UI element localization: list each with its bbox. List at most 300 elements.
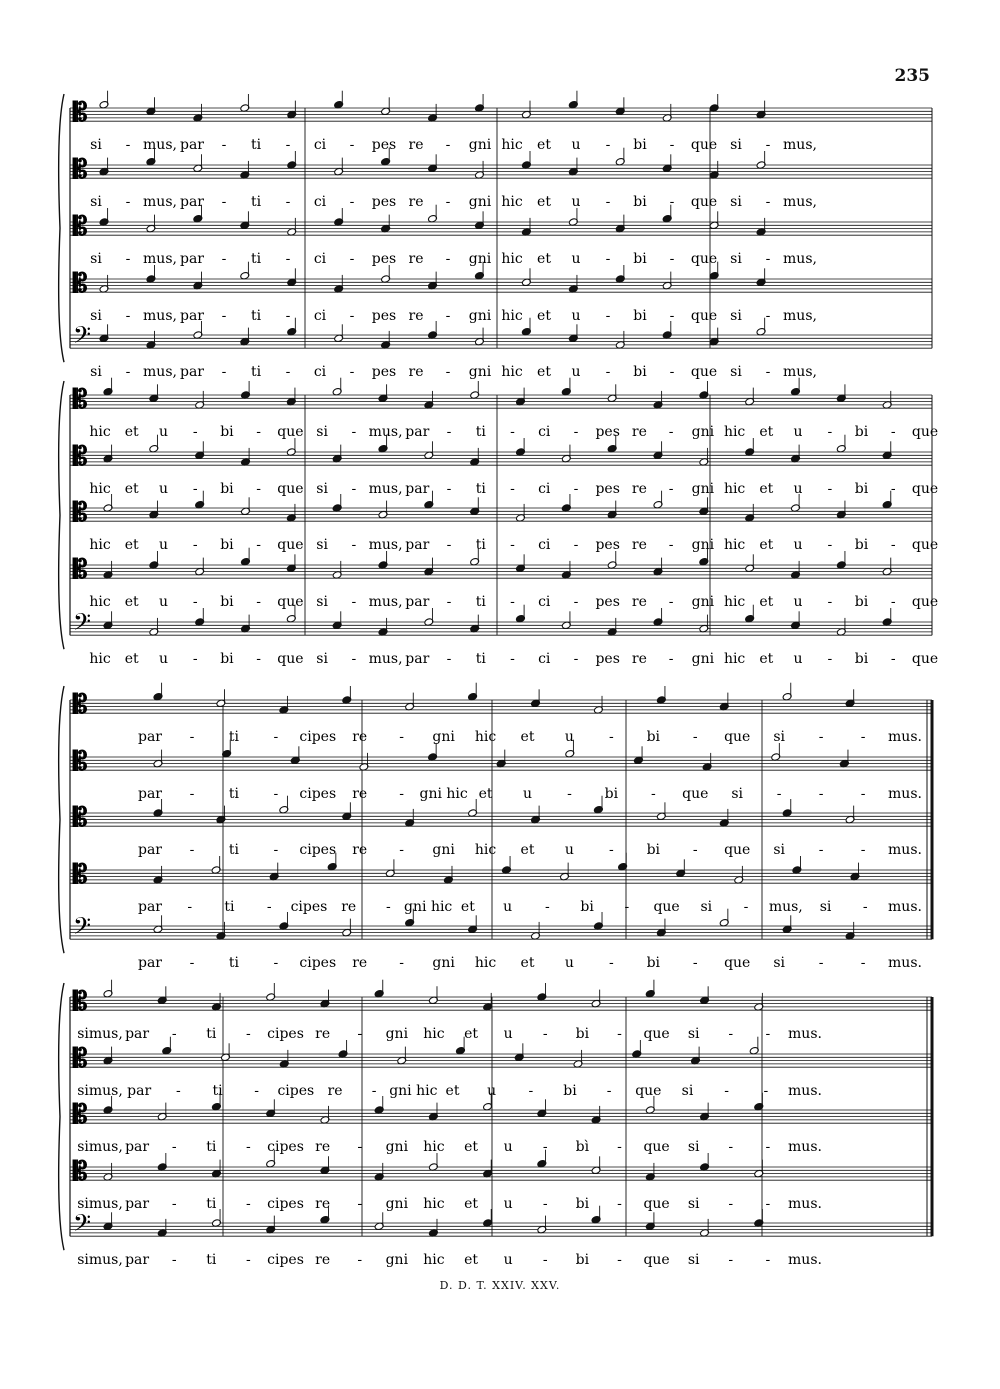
lyric-hyphen: - (617, 1139, 622, 1156)
lyric-syllable: hic (89, 424, 111, 441)
lyric-syllable: bi (854, 651, 869, 668)
lyric-syllable: si (773, 955, 786, 972)
lyric-syllable: mus, (368, 537, 403, 554)
lyric-hyphen: - (399, 955, 405, 972)
lyric-hyphen: - (189, 955, 195, 972)
lyric-syllable: que (724, 842, 751, 859)
lyric-syllable: si (687, 1026, 700, 1043)
lyric-syllable: ci (313, 137, 327, 154)
bass-clef-icon: 𝄢 (73, 1209, 92, 1242)
lyric-syllable: u (503, 899, 513, 916)
lyric-hyphen: - (609, 842, 614, 859)
lyric-syllable: cipes (299, 842, 337, 859)
lyric-hyphen: - (285, 194, 291, 211)
lyric-syllable: ci (313, 251, 327, 268)
lyric-hyphen: - (692, 729, 698, 746)
lyric-hyphen: - (765, 364, 771, 381)
lyric-syllable: si (687, 1139, 700, 1156)
lyric-syllable: si (730, 137, 742, 154)
lyric-syllable: hic (474, 842, 497, 859)
lyric-hyphen: - (573, 537, 579, 554)
lyric-syllable: par (405, 424, 430, 441)
lyric-hyphen: - (357, 1026, 363, 1043)
c-clef-icon: 𝄡 (73, 747, 88, 777)
lyric-syllable: hic (89, 481, 111, 498)
lyric-syllable: gni (385, 1196, 409, 1213)
lyric-syllable: que (653, 899, 680, 916)
lyric-syllable: pes (371, 308, 397, 325)
lyric-hyphen: - (266, 899, 272, 916)
lyric-syllable: bi (854, 537, 869, 554)
lyric-hyphen: - (246, 1252, 251, 1269)
lyric-syllable: et (537, 364, 551, 381)
lyric-syllable: ti (250, 308, 262, 325)
lyric-hyphen: - (399, 729, 405, 746)
lyric-hyphen: - (446, 594, 452, 611)
lyric-syllable: cipes (299, 729, 337, 746)
lyric-syllable: hic (423, 1252, 445, 1269)
lyric-hyphen: - (445, 137, 451, 154)
lyric-hyphen: - (860, 786, 866, 803)
lyric-syllable: si (90, 137, 102, 154)
lyric-syllable: re (315, 1139, 331, 1156)
lyric-hyphen: - (246, 1026, 251, 1043)
lyric-syllable: que (277, 594, 304, 611)
lyric-hyphen: - (445, 194, 451, 211)
lyric-syllable: ti (228, 842, 239, 859)
lyric-syllable: bi (633, 194, 647, 211)
lyric-syllable: mus, (783, 364, 817, 381)
lyric-hyphen: - (256, 481, 262, 498)
lyric-syllable: u (487, 1083, 497, 1100)
lyric-hyphen: - (510, 537, 515, 554)
lyric-syllable: re (631, 594, 647, 611)
lyric-syllable: pes (371, 251, 397, 268)
c-clef-icon: 𝄡 (73, 1100, 88, 1130)
lyric-syllable: si (700, 899, 713, 916)
lyric-syllable: u (793, 424, 803, 441)
system-3 (59, 683, 932, 972)
lyric-hyphen: - (125, 251, 131, 268)
lyric-syllable: hic (423, 1026, 445, 1043)
lyric-syllable: pes (595, 481, 620, 498)
lyric-syllable: re (315, 1026, 331, 1043)
lyric-syllable: gni (385, 1139, 409, 1156)
lyric-syllable: mus. (788, 1083, 822, 1100)
lyric-syllable: simus, (77, 1252, 123, 1269)
lyric-syllable: que (690, 251, 718, 268)
lyric-syllable: hic (723, 537, 746, 554)
lyric-hyphen: - (617, 1026, 622, 1043)
lyric-syllable: ti (212, 1083, 223, 1100)
lyric-syllable: bi (646, 842, 661, 859)
lyric-hyphen: - (349, 137, 355, 154)
lyric-hyphen: - (246, 1139, 251, 1156)
lyric-syllable: que (911, 424, 939, 441)
lyric-syllable: u (793, 651, 803, 668)
lyric-syllable: si (730, 364, 742, 381)
lyric-hyphen: - (765, 308, 771, 325)
staff-5 (70, 605, 938, 668)
lyric-syllable: et (464, 1196, 479, 1213)
lyric-hyphen: - (125, 194, 131, 211)
lyric-syllable: pes (371, 194, 397, 211)
lyric-syllable: et (520, 955, 535, 972)
lyric-hyphen: - (890, 481, 896, 498)
lyric-syllable: hic (474, 955, 497, 972)
lyric-hyphen: - (605, 364, 611, 381)
lyric-hyphen: - (171, 1196, 177, 1213)
lyric-syllable: u (158, 651, 168, 668)
lyric-syllable: re (315, 1252, 331, 1269)
lyric-hyphen: - (285, 137, 291, 154)
system-bracket (59, 94, 64, 362)
lyric-hyphen: - (573, 594, 579, 611)
lyric-syllable: ti (228, 786, 239, 803)
system-2 (59, 378, 938, 668)
lyric-syllable: que (635, 1083, 662, 1100)
lyric-hyphen: - (351, 651, 357, 668)
lyric-syllable: bi (575, 1196, 590, 1213)
lyric-hyphen: - (668, 424, 674, 441)
c-clef-icon: 𝄡 (73, 212, 88, 242)
lyric-syllable: u (793, 594, 803, 611)
lyric-syllable: re (408, 308, 424, 325)
lyric-syllable: mus. (788, 1139, 822, 1156)
lyric-syllable: par (125, 1196, 150, 1213)
lyric-syllable: ci (313, 364, 327, 381)
lyric-hyphen: - (776, 786, 782, 803)
lyric-hyphen: - (728, 1252, 734, 1269)
lyric-syllable: hic (723, 651, 746, 668)
lyric-syllable: et (759, 594, 774, 611)
lyric-syllable: mus. (888, 786, 922, 803)
lyric-syllable: si (316, 481, 328, 498)
lyric-syllable: par (127, 1083, 152, 1100)
lyric-hyphen: - (827, 424, 833, 441)
lyric-syllable: et (759, 481, 774, 498)
lyric-hyphen: - (765, 1252, 771, 1269)
staff-2 (70, 435, 938, 508)
lyric-syllable: ti (250, 364, 262, 381)
lyric-syllable: re (315, 1196, 331, 1213)
lyric-hyphen: - (765, 1139, 771, 1156)
lyric-hyphen: - (827, 481, 833, 498)
lyric-hyphen: - (860, 842, 866, 859)
lyric-syllable: hic (474, 729, 497, 746)
system-1 (59, 91, 932, 381)
lyric-syllable: ti (475, 651, 486, 668)
lyric-syllable: si (90, 194, 102, 211)
staff-1 (70, 683, 932, 757)
lyric-hyphen: - (542, 1196, 548, 1213)
lyric-syllable: pes (371, 137, 397, 154)
lyric-syllable: gni hic (389, 1083, 438, 1100)
staff-4 (70, 548, 938, 622)
lyric-hyphen: - (175, 1083, 181, 1100)
lyric-syllable: bi (220, 537, 234, 554)
lyric-syllable: bi (220, 481, 234, 498)
lyric-hyphen: - (446, 651, 452, 668)
lyric-syllable: simus, (77, 1139, 123, 1156)
staff-1 (70, 980, 932, 1054)
lyric-hyphen: - (668, 594, 674, 611)
lyric-hyphen: - (542, 1139, 548, 1156)
staff-4 (70, 262, 932, 335)
lyric-hyphen: - (189, 842, 195, 859)
lyric-syllable: si (90, 364, 102, 381)
lyric-syllable: pes (595, 651, 620, 668)
lyric-syllable: mus, (783, 251, 817, 268)
lyric-syllable: gni (468, 194, 492, 211)
lyric-syllable: gni (385, 1026, 409, 1043)
lyric-syllable: mus. (888, 899, 922, 916)
lyric-hyphen: - (692, 955, 698, 972)
lyric-syllable: et (759, 537, 774, 554)
lyric-syllable: pes (595, 594, 620, 611)
lyric-syllable: ti (250, 137, 262, 154)
lyric-hyphen: - (125, 137, 131, 154)
lyric-syllable: mus, (768, 899, 803, 916)
lyric-hyphen: - (669, 137, 675, 154)
lyric-syllable: u (793, 481, 803, 498)
lyric-hyphen: - (510, 651, 515, 668)
lyric-hyphen: - (125, 308, 131, 325)
lyric-syllable: bi (580, 899, 594, 916)
lyric-hyphen: - (669, 194, 675, 211)
lyric-syllable: et (445, 1083, 460, 1100)
lyric-hyphen: - (609, 729, 614, 746)
lyric-syllable: u (158, 481, 168, 498)
lyric-syllable: bi (220, 424, 234, 441)
lyric-hyphen: - (624, 899, 630, 916)
lyric-syllable: par (137, 729, 163, 746)
lyric-hyphen: - (728, 1139, 734, 1156)
c-clef-icon: 𝄡 (73, 1044, 88, 1074)
lyric-hyphen: - (573, 651, 579, 668)
lyric-hyphen: - (371, 1083, 377, 1100)
lyric-syllable: re (408, 194, 424, 211)
lyric-hyphen: - (668, 537, 674, 554)
lyric-syllable: et (478, 786, 493, 803)
lyric-hyphen: - (357, 1252, 363, 1269)
lyric-syllable: ti (228, 955, 239, 972)
lyric-hyphen: - (192, 537, 198, 554)
lyric-hyphen: - (728, 1026, 734, 1043)
lyric-syllable: par (179, 194, 205, 211)
lyric-syllable: et (537, 251, 551, 268)
lyric-syllable: hic (423, 1139, 445, 1156)
footer-reference: D. D. T. XXIV. XXV. (439, 1279, 561, 1292)
lyric-syllable: que (724, 955, 751, 972)
lyric-syllable: par (137, 899, 163, 916)
system-4 (59, 980, 932, 1268)
lyric-syllable: ci (538, 481, 551, 498)
lyric-hyphen: - (285, 308, 291, 325)
lyric-syllable: bi (633, 364, 647, 381)
lyric-syllable: u (503, 1196, 513, 1213)
lyric-syllable: par (125, 1252, 150, 1269)
lyric-syllable: simus, (77, 1083, 123, 1100)
lyric-syllable: si (730, 251, 742, 268)
lyric-syllable: ti (206, 1252, 217, 1269)
lyric-syllable: et (460, 899, 475, 916)
c-clef-icon: 𝄡 (73, 442, 88, 472)
system-bracket (59, 983, 64, 1250)
lyric-hyphen: - (273, 955, 279, 972)
lyric-hyphen: - (256, 651, 262, 668)
lyric-syllable: re (341, 899, 357, 916)
lyric-hyphen: - (351, 537, 357, 554)
lyric-syllable: par (137, 955, 163, 972)
c-clef-icon: 𝄡 (73, 555, 88, 585)
lyric-syllable: gni hic (404, 899, 453, 916)
lyric-syllable: et (124, 594, 139, 611)
lyric-hyphen: - (171, 1026, 177, 1043)
lyric-hyphen: - (668, 651, 674, 668)
staff-4 (70, 853, 932, 926)
lyric-hyphen: - (818, 729, 824, 746)
lyric-syllable: bi (220, 651, 234, 668)
lyric-hyphen: - (187, 899, 193, 916)
lyric-syllable: bi (633, 137, 647, 154)
lyric-syllable: si (316, 537, 328, 554)
lyric-hyphen: - (818, 842, 824, 859)
lyric-hyphen: - (510, 594, 515, 611)
lyric-syllable: par (137, 842, 163, 859)
lyric-hyphen: - (765, 137, 771, 154)
lyric-syllable: ci (313, 194, 327, 211)
lyric-syllable: gni (691, 424, 715, 441)
lyric-syllable: bi (575, 1252, 590, 1269)
lyric-syllable: bi (854, 594, 869, 611)
lyric-hyphen: - (192, 424, 198, 441)
lyric-syllable: ti (475, 537, 486, 554)
c-clef-icon: 𝄡 (73, 498, 88, 528)
lyric-hyphen: - (528, 1083, 534, 1100)
lyric-syllable: hic (501, 251, 523, 268)
lyric-syllable: si (819, 899, 832, 916)
lyric-syllable: ti (250, 194, 262, 211)
lyric-syllable: par (179, 364, 205, 381)
lyric-syllable: si (687, 1196, 700, 1213)
lyric-syllable: ti (206, 1196, 217, 1213)
lyric-syllable: si (316, 424, 328, 441)
lyric-hyphen: - (605, 137, 611, 154)
lyric-hyphen: - (818, 955, 824, 972)
lyric-syllable: u (503, 1139, 513, 1156)
lyric-syllable: et (759, 651, 774, 668)
lyric-syllable: que (690, 364, 718, 381)
lyric-syllable: par (125, 1026, 150, 1043)
lyric-hyphen: - (890, 537, 896, 554)
lyric-syllable: u (564, 729, 574, 746)
lyric-hyphen: - (192, 594, 198, 611)
lyric-syllable: que (277, 481, 304, 498)
lyric-syllable: que (643, 1139, 670, 1156)
lyric-syllable: u (564, 842, 574, 859)
lyric-syllable: si (773, 729, 786, 746)
lyric-hyphen: - (573, 481, 579, 498)
lyric-hyphen: - (399, 842, 405, 859)
lyric-syllable: pes (595, 424, 620, 441)
bass-clef-icon: 𝄢 (73, 321, 92, 354)
lyric-hyphen: - (765, 1196, 771, 1213)
lyric-syllable: simus, (77, 1196, 123, 1213)
lyric-hyphen: - (510, 424, 515, 441)
staff-2 (70, 740, 932, 813)
lyric-syllable: par (179, 137, 205, 154)
system-bracket (59, 381, 64, 649)
lyric-syllable: et (759, 424, 774, 441)
lyric-syllable: u (571, 194, 581, 211)
lyric-syllable: gni (468, 137, 492, 154)
lyric-syllable: ci (538, 537, 551, 554)
staff-5 (70, 1206, 932, 1269)
lyric-syllable: que (277, 537, 304, 554)
lyric-syllable: re (408, 364, 424, 381)
lyric-syllable: hic (501, 137, 523, 154)
lyric-syllable: u (522, 786, 533, 803)
lyric-syllable: hic (501, 364, 523, 381)
lyric-hyphen: - (351, 481, 357, 498)
lyric-syllable: mus, (783, 137, 817, 154)
lyric-syllable: ci (538, 651, 551, 668)
lyric-syllable: mus. (788, 1252, 822, 1269)
lyric-syllable: hic (423, 1196, 445, 1213)
lyric-syllable: que (724, 729, 751, 746)
lyric-syllable: pes (595, 537, 620, 554)
page-number: 235 (894, 66, 930, 86)
lyric-hyphen: - (605, 251, 611, 268)
c-clef-icon: 𝄡 (73, 1157, 88, 1187)
lyric-hyphen: - (669, 308, 675, 325)
lyric-syllable: hic (723, 424, 746, 441)
lyric-syllable: gni hic (419, 786, 468, 803)
lyric-syllable: que (911, 651, 939, 668)
lyric-syllable: cipes (277, 1083, 315, 1100)
lyric-syllable: et (124, 481, 139, 498)
lyric-syllable: bi (646, 955, 661, 972)
staff-3 (70, 796, 932, 870)
lyric-syllable: par (405, 537, 430, 554)
lyric-syllable: que (690, 308, 718, 325)
lyric-syllable: mus, (143, 251, 177, 268)
lyric-hyphen: - (743, 899, 749, 916)
bass-clef-icon: 𝄢 (73, 912, 92, 945)
lyric-hyphen: - (692, 842, 698, 859)
lyric-syllable: si (90, 251, 102, 268)
lyric-syllable: par (137, 786, 163, 803)
lyric-syllable: gni (691, 481, 715, 498)
lyric-syllable: bi (220, 594, 234, 611)
lyric-syllable: u (158, 537, 168, 554)
lyric-hyphen: - (545, 899, 550, 916)
lyric-syllable: re (352, 786, 368, 803)
lyric-hyphen: - (605, 308, 611, 325)
lyric-syllable: et (520, 842, 535, 859)
lyric-syllable: simus, (77, 1026, 123, 1043)
lyric-hyphen: - (445, 364, 451, 381)
lyric-syllable: bi (633, 251, 647, 268)
c-clef-icon: 𝄡 (73, 860, 88, 890)
lyric-hyphen: - (890, 424, 896, 441)
lyric-syllable: cipes (267, 1196, 304, 1213)
lyric-syllable: hic (89, 537, 111, 554)
lyric-syllable: re (631, 537, 647, 554)
lyric-syllable: que (911, 481, 939, 498)
lyric-syllable: mus. (888, 842, 922, 859)
